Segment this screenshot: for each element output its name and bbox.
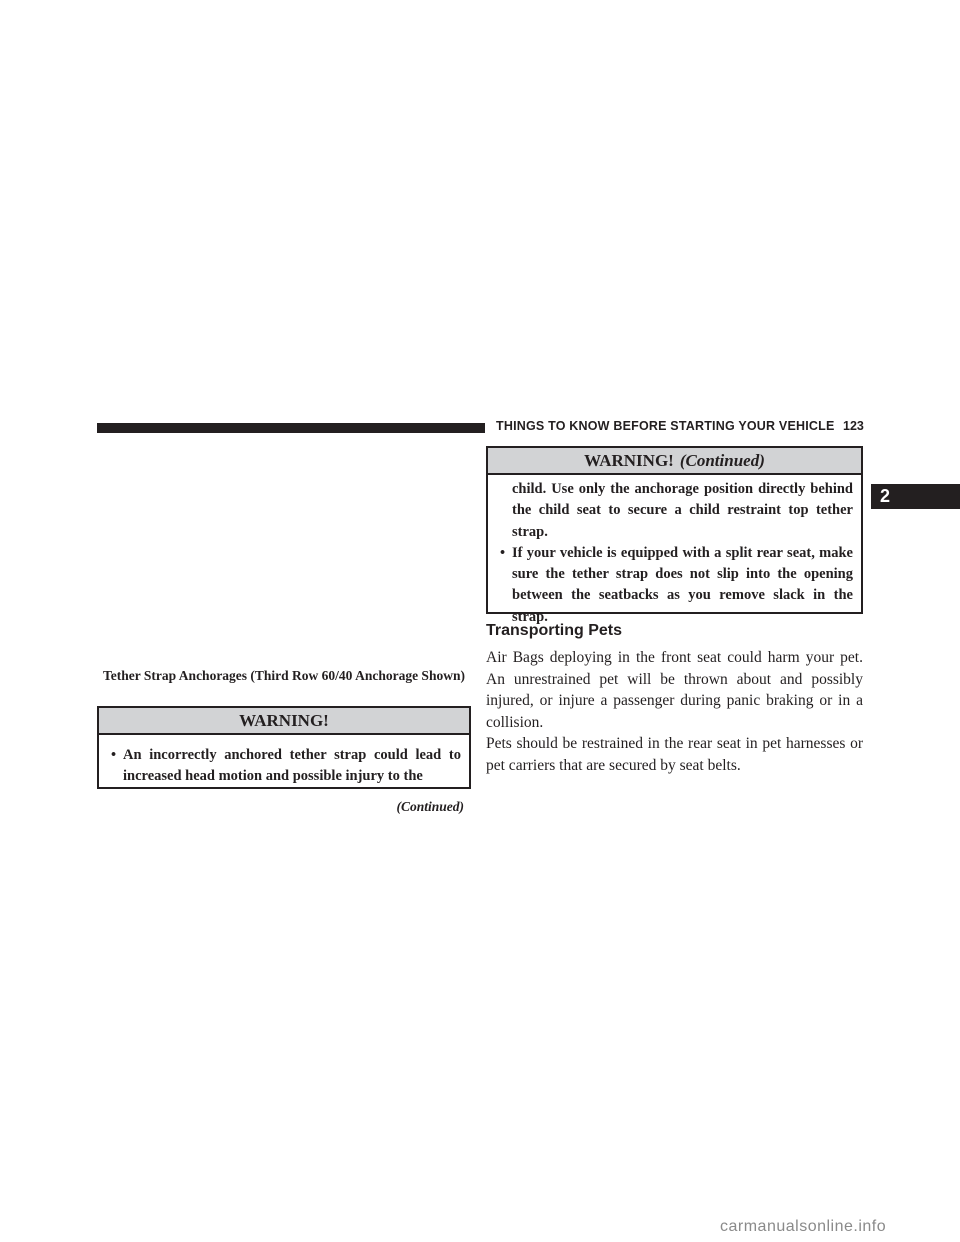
warning-title	[488, 448, 861, 475]
warning-title	[99, 708, 469, 735]
warning-bullet	[107, 745, 461, 788]
body-paragraph: Air Bags deploying in the front seat could harm your pet. An unrestrained pet will be thrown about and possibly injured, or injure a passenger during panic braking or in a collision.	[486, 649, 863, 731]
header-rule	[97, 423, 485, 433]
warning-box	[97, 706, 471, 789]
warning-title-text: WARNING!	[239, 711, 329, 730]
warning-body	[99, 735, 469, 788]
page-header-title: THINGS TO KNOW BEFORE STARTING YOUR VEHICLE	[496, 419, 835, 433]
warning-title-suffix: (Continued)	[679, 451, 765, 470]
watermark: carmanualsonline.info	[720, 1218, 887, 1235]
warning-box-continued	[486, 446, 863, 625]
bullet-icon: •	[111, 747, 117, 763]
warning-bullet-text: An incorrectly anchored tether strap could lead to increased head motion and possible injury to the	[123, 747, 461, 785]
section-heading: Transporting Pets	[486, 622, 623, 639]
figure-caption: Tether Strap Anchorages (Third Row 60/40 Anchorage Shown)	[103, 668, 465, 683]
warning-continuation-text: child. Use only the anchorage position directly behind the child seat to secure a child restraint top tether strap.	[512, 481, 853, 540]
bullet-icon: •	[500, 544, 506, 561]
continued-note: (Continued)	[396, 799, 464, 814]
warning-bullet-text: If your vehicle is equipped with a split rear seat, make sure the tether strap does not slip into the opening between the seatbacks as you remove slack in the strap.	[512, 544, 853, 625]
chapter-tab[interactable]: 2	[871, 484, 960, 509]
warning-body	[488, 475, 861, 628]
page-number: 123	[843, 419, 864, 433]
warning-title-text: WARNING!	[584, 451, 674, 470]
warning-bullet	[496, 543, 853, 628]
body-paragraph: Pets should be restrained in the rear seat in pet harnesses or pet carriers that are secured by seat belts.	[486, 735, 863, 774]
